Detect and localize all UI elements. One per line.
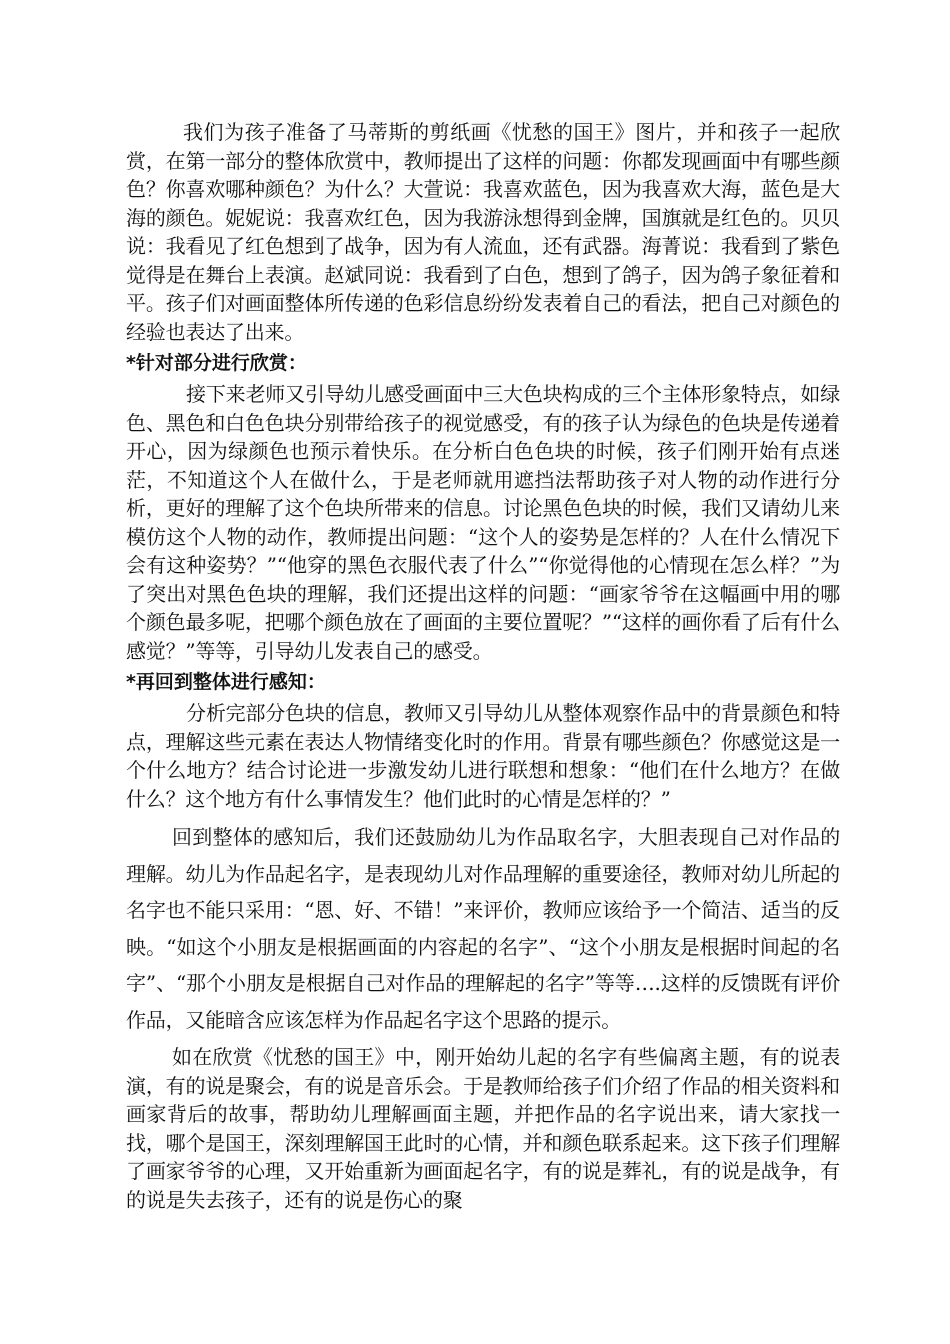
paragraph-overall-appreciation: 我们为孩子准备了马蒂斯的剪纸画《忧愁的国王》图片，并和孩子一起欣赏，在第一部分的整体欣赏中，教师提出了这样的问题：你都发现画面中有哪些颜色？你喜欢哪种颜色？为什么？大萱说：我喜欢蓝色，因为我喜欢大海，蓝色是大海的颜色。妮妮说：我喜欢红色，因为我游泳想得到金牌，国旗就是红色的。贝贝说：我看见了红色想到了战争，因为有人流血，还有武器。海菁说：我看到了紫色觉得是在舞台上表演。赵斌同说：我看到了白色，想到了鸽子，因为鸽子象征着和平。孩子们对画面整体所传递的色彩信息纷纷发表着自己的看法，把自己对颜色的经验也表达了出来。 [126, 120, 840, 344]
paragraph-background-analysis: 分析完部分色块的信息，教师又引导幼儿从整体观察作品中的背景颜色和特点，理解这些元素在表达人物情绪变化时的作用。背景有哪些颜色？你感觉这是一个什么地方？结合讨论进一步激发幼儿进行联想和想象：“他们在什么地方？在做什么？这个地方有什么事情发生？他们此时的心情是怎样的？” [126, 701, 840, 811]
paragraph-sad-king-example: 如在欣赏《忧愁的国王》中，刚开始幼儿起的名字有些偏离主题，有的说表演，有的说是聚会，有的说是音乐会。于是教师给孩子们介绍了作品的相关资料和画家背后的故事，帮助幼儿理解画面主题，并把作品的名字说出来，请大家找一找，哪个是国王，深刻理解国王此时的心情，并和颜色联系起来。这下孩子们理解了画家爷爷的心理，又开始重新为画面起名字，有的说是葬礼，有的说是战争，有的说是失去孩子，还有的说是伤心的聚 [126, 1045, 840, 1212]
document-body [126, 118, 840, 1214]
section-heading-return-to-whole: *再回到整体进行感知： [126, 671, 326, 693]
section-heading-partial-appreciation: *针对部分进行欣赏： [126, 352, 307, 374]
paragraph-naming-artwork: 回到整体的感知后，我们还鼓励幼儿为作品取名字，大胆表现自己对作品的理解。幼儿为作品起名字，是表现幼儿对作品理解的重要途径，教师对幼儿所起的名字也不能只采用：“恩、好、不错！”来评价，教师应该给予一个简洁、适当的反映。“如这个小朋友是根据画面的内容起的名字”、“这个小朋友是根据时间起的名字”、“那个小朋友是根据自己对作品的理解起的名字”等等….这样的反馈既有评价作品，又能暗含应该怎样为作品起名字这个思路的提示。 [126, 825, 840, 1032]
paragraph-color-blocks: 接下来老师又引导幼儿感受画面中三大色块构成的三个主体形象特点，如绿色、黑色和白色色块分别带给孩子的视觉感受，有的孩子认为绿色的色块是传递着开心，因为绿颜色也预示着快乐。在分析白色色块的时候，孩子们刚开始有点迷茫，不知道这个人在做什么，于是老师就用遮挡法帮助孩子对人物的动作进行分析，更好的理解了这个色块所带来的信息。讨论黑色色块的时候，我们又请幼儿来模仿这个人物的动作，教师提出问题：“这个人的姿势是怎样的？人在什么情况下会有这种姿势？”“他穿的黑色衣服代表了什么”“你觉得他的心情现在怎么样？”为了突出对黑色色块的理解，我们还提出这样的问题：“画家爷爷在这幅画中用的哪个颜色最多呢，把哪个颜色放在了画面的主要位置呢？”“这样的画你看了后有什么感觉？”等等，引导幼儿发表自己的感受。 [126, 382, 840, 663]
